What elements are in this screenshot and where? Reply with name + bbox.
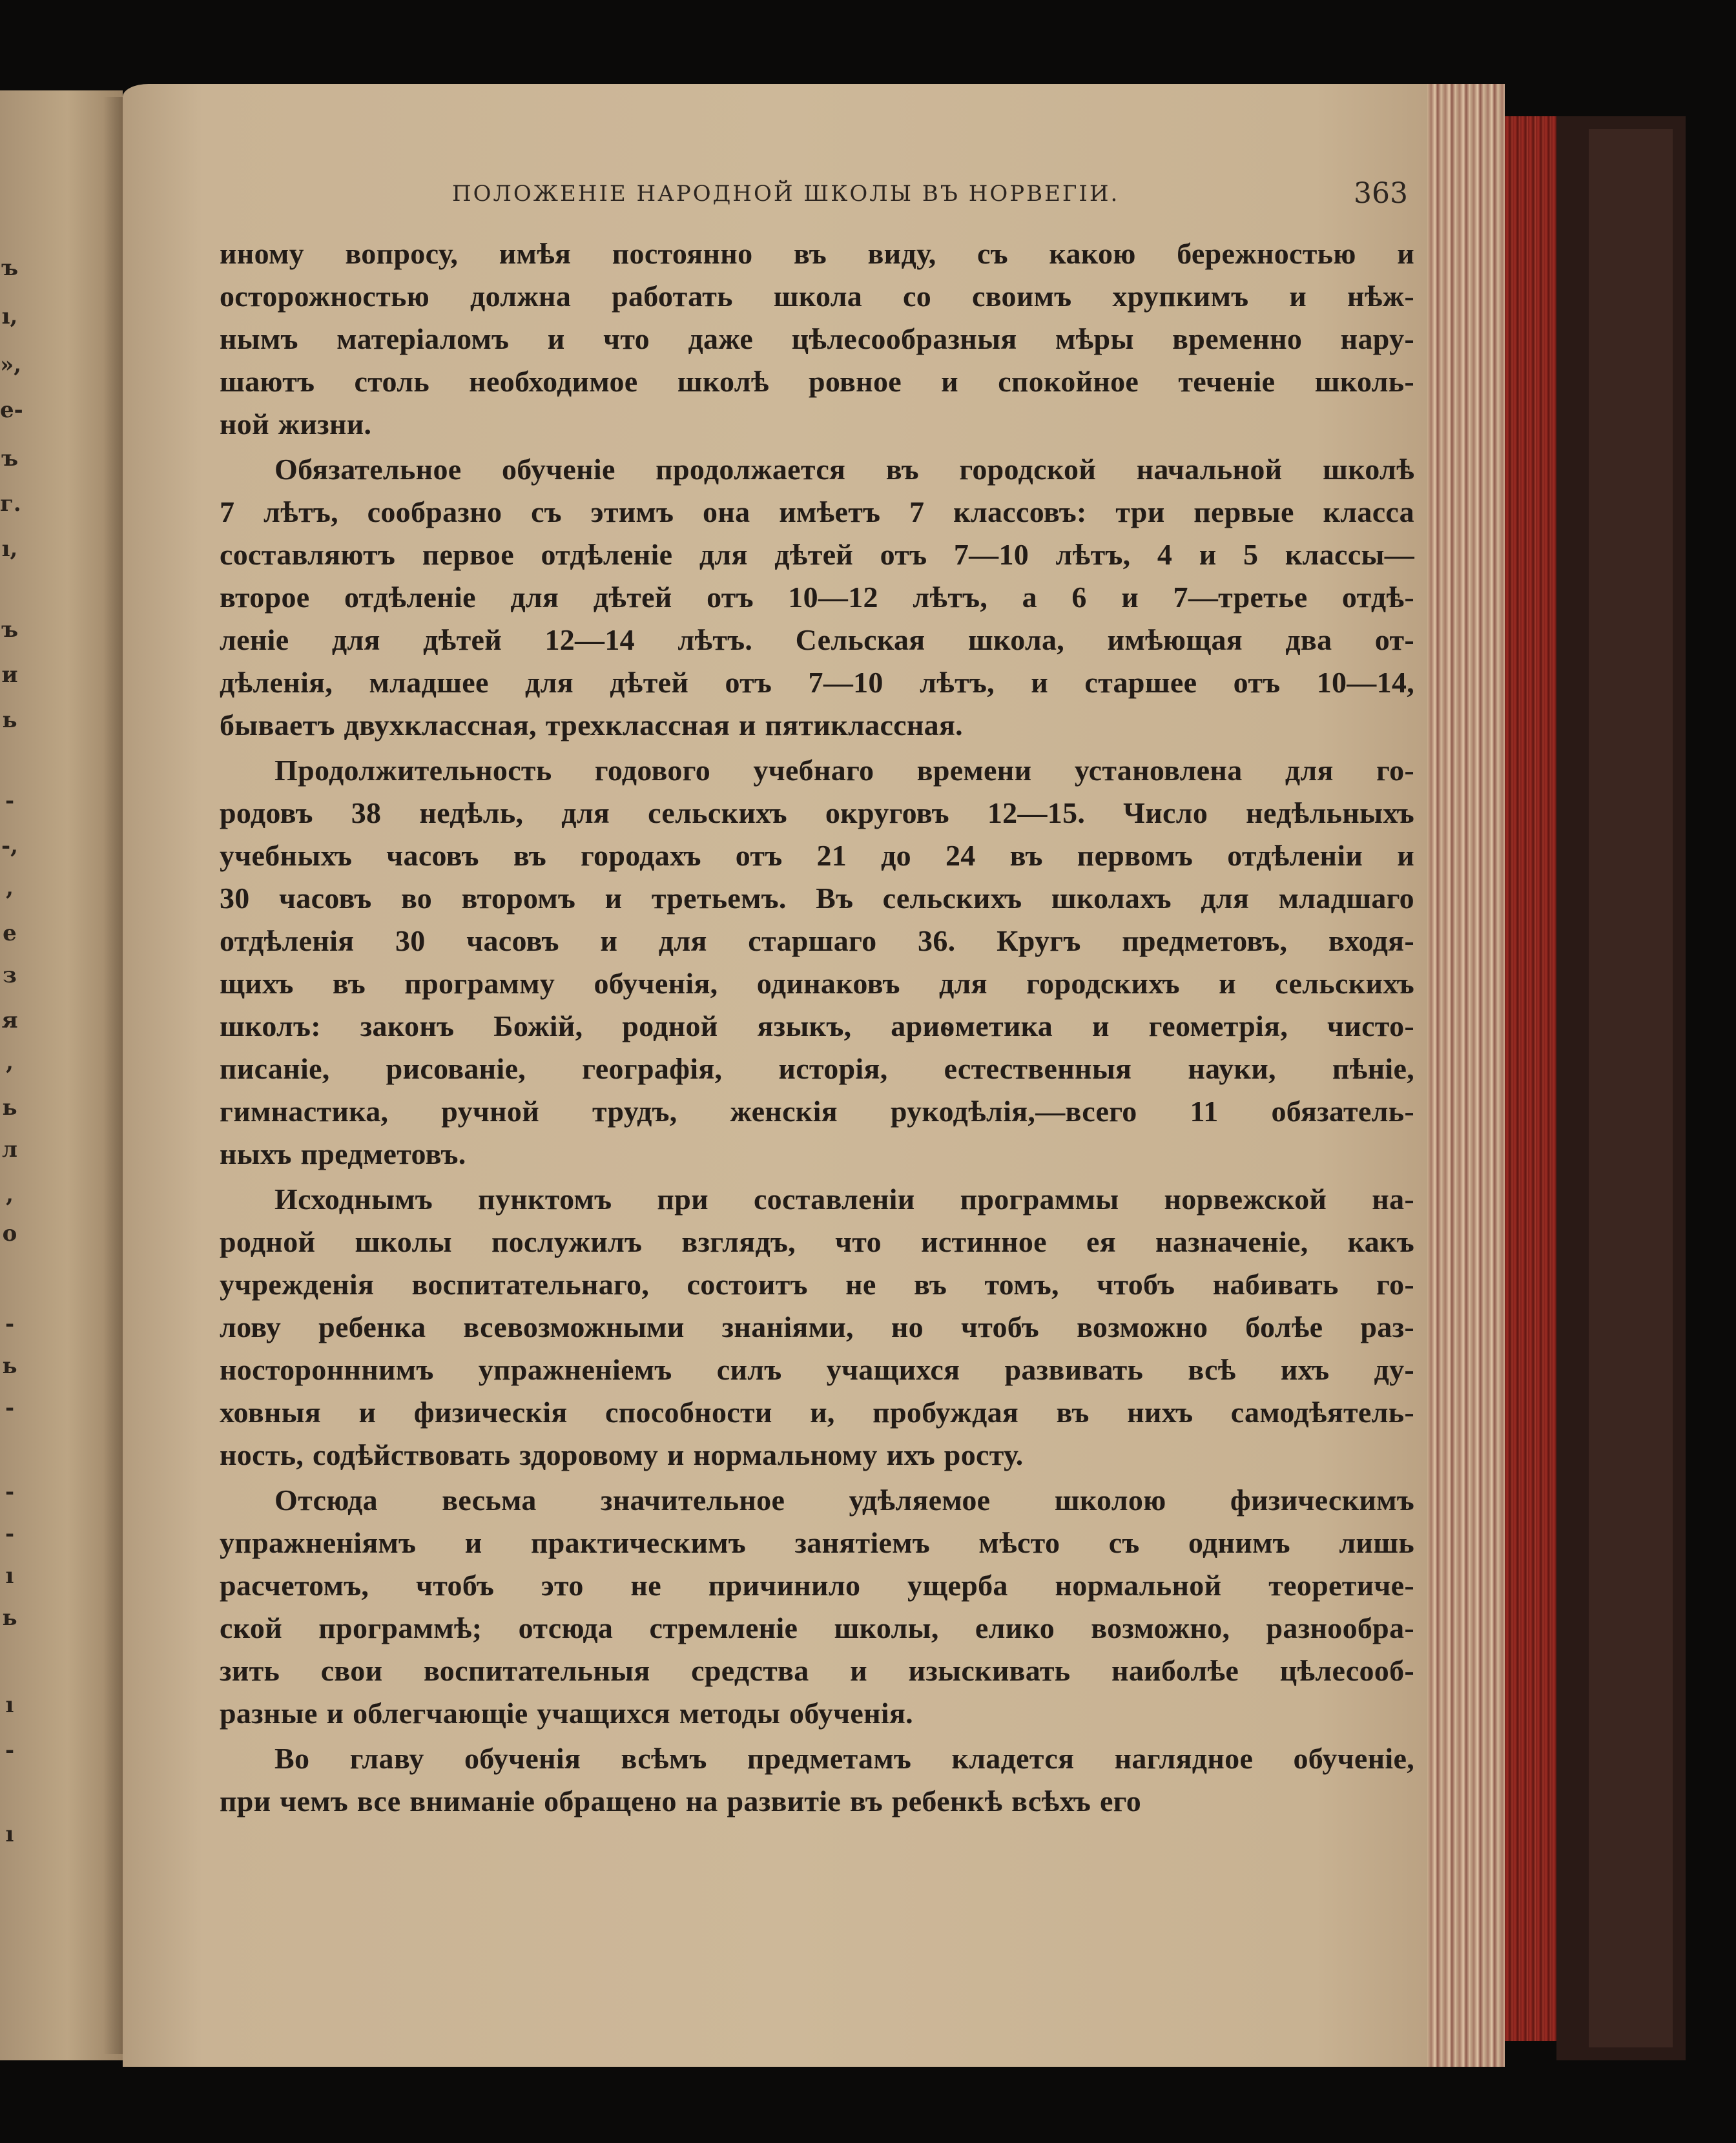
- previous-page-fragment: г.: [0, 491, 21, 517]
- text-line: Отсюда весьма значительное удѣляемое школою физическимъ: [274, 1484, 1414, 1517]
- text-line: Обязательное обученіе продолжается въ городской начальной школѣ: [274, 453, 1414, 486]
- previous-page-fragment: »,: [0, 352, 22, 378]
- text-line: Во главу обученія всѣмъ предметамъ кладется наглядное обученіе,: [274, 1742, 1414, 1775]
- text-line: разные и облегчающіе учащихся методы обученія.: [220, 1697, 913, 1730]
- text-line: ховныя и физическія способности и, пробуждая въ нихъ самодѣятель-: [220, 1396, 1414, 1429]
- previous-page-fragment: ı,: [1, 536, 18, 562]
- text-line: упражненіямъ и практическимъ занятіемъ мѣсто съ однимъ лишь: [220, 1526, 1414, 1559]
- text-line: расчетомъ, чтобъ это не причинило ущерба нормальной теоретиче-: [220, 1569, 1414, 1602]
- text-line: бываетъ двухклассная, трехклассная и пятиклассная.: [220, 709, 963, 741]
- running-head: [220, 177, 1414, 233]
- text-line: гимнастика, ручной трудъ, женскія рукодѣлія,—всего 11 обязатель-: [220, 1095, 1414, 1128]
- text-line: отдѣленія 30 часовъ и для старшаго 36. Кругъ предметовъ, входя-: [220, 924, 1414, 957]
- previous-page-fragment: я: [1, 1008, 18, 1033]
- previous-page-fragment: ъ: [1, 617, 19, 643]
- text-line: родной школы послужилъ взглядъ, что истинное ея назначеніе, какъ: [220, 1225, 1414, 1258]
- paragraph: [220, 448, 1414, 747]
- running-head-title: ПОЛОЖЕНІЕ НАРОДНОЙ ШКОЛЫ ВЪ НОРВЕГІИ.: [452, 181, 1120, 207]
- text-line: лову ребенка всевозможными знаніями, но чтобъ возможно болѣе раз-: [220, 1310, 1414, 1343]
- paragraph: [220, 1737, 1414, 1823]
- previous-page-fragment: ь: [2, 1353, 17, 1379]
- text-line: Продолжительность годового учебнаго времени установлена для го-: [274, 754, 1414, 787]
- previous-page-fragment: ı: [5, 1692, 14, 1718]
- text-line: составляютъ первое отдѣленіе для дѣтей отъ 7—10 лѣтъ, 4 и 5 классы—: [220, 538, 1414, 571]
- previous-page-fragment: ь: [2, 1095, 17, 1121]
- text-line: зить свои воспитательныя средства и изыскивать наиболѣе цѣлесооб-: [220, 1654, 1414, 1687]
- previous-page-fragment: -: [5, 1521, 15, 1547]
- text-line: писаніе, рисованіе, географія, исторія, естественныя науки, пѣніе,: [220, 1052, 1414, 1085]
- text-line: леніе для дѣтей 12—14 лѣтъ. Сельская школа, имѣющая два от-: [220, 623, 1414, 656]
- text-line: учебныхъ часовъ въ городахъ отъ 21 до 24 въ первомъ отдѣленіи и: [220, 839, 1414, 872]
- paragraph: [220, 1479, 1414, 1735]
- paragraph: [220, 1178, 1414, 1476]
- text-line: при чемъ все вниманіе обращено на развитіе въ ребенкѣ всѣхъ его: [220, 1785, 1142, 1817]
- previous-page-fragment: ь: [2, 1605, 17, 1631]
- text-line: Исходнымъ пунктомъ при составленіи программы норвежской на-: [274, 1183, 1414, 1216]
- previous-page-fragment: ,: [6, 1182, 14, 1208]
- previous-page-fragment: ъ: [1, 255, 19, 281]
- text-line: щихъ въ программу обученія, одинаковъ для городскихъ и сельскихъ: [220, 967, 1414, 1000]
- text-line: ной жизни.: [220, 408, 372, 440]
- previous-page-fragment: л: [2, 1137, 17, 1163]
- previous-page-fragment: ,: [6, 875, 14, 901]
- red-book-edge: [1505, 116, 1556, 2041]
- text-line: учрежденія воспитательнаго, состоитъ не въ томъ, чтобъ набивать го-: [220, 1268, 1414, 1301]
- previous-page-fragment: -: [5, 1311, 15, 1337]
- paragraph: [220, 749, 1414, 1175]
- text-line: осторожностью должна работать школа со своимъ хрупкимъ и нѣж-: [220, 280, 1414, 313]
- previous-page-fragment: -: [5, 1395, 15, 1421]
- previous-page-fragment: -: [5, 1479, 15, 1505]
- paragraph: [220, 233, 1414, 446]
- previous-page-fragment: ı: [5, 1821, 14, 1847]
- book-cover-inner: [1589, 129, 1673, 2047]
- text-line: дѣленія, младшее для дѣтей отъ 7—10 лѣтъ, и старшее отъ 10—14,: [220, 666, 1414, 699]
- previous-page-fragment: -: [5, 788, 15, 814]
- previous-page-fragment: ı,: [1, 304, 18, 329]
- text-line: второе отдѣленіе для дѣтей отъ 10—12 лѣтъ, а 6 и 7—третье отдѣ-: [220, 581, 1414, 614]
- text-line: школъ: законъ Божій, родной языкъ, ариѳметика и геометрія, чисто-: [220, 1009, 1414, 1042]
- text-line: ность, содѣйствовать здоровому и нормальному ихъ росту.: [220, 1438, 1024, 1471]
- text-line: иному вопросу, имѣя постоянно въ виду, съ какою бережностью и: [220, 237, 1414, 270]
- previous-page-fragment: о: [2, 1221, 17, 1247]
- text-line: 30 часовъ во второмъ и третьемъ. Въ сельскихъ школахъ для младшаго: [220, 882, 1414, 915]
- previous-page-fragment: и: [1, 662, 18, 688]
- text-line: нымъ матеріаломъ и что даже цѣлесообразныя мѣры временно нару-: [220, 322, 1414, 355]
- previous-page-fragment: е: [3, 920, 17, 946]
- previous-page-fragment: з: [3, 962, 17, 988]
- previous-page-fragment: ь: [2, 707, 17, 733]
- previous-page-fragment: ъ: [1, 446, 19, 471]
- text-line: родовъ 38 недѣль, для сельскихъ округовъ 12—15. Число недѣльныхъ: [220, 796, 1414, 829]
- text-line: ской программѣ; отсюда стремленіе школы, елико возможно, разнообра-: [220, 1611, 1414, 1644]
- previous-page-fragment: е-: [0, 397, 23, 423]
- previous-page-fragment: -: [5, 1737, 15, 1763]
- page-number: 363: [1354, 177, 1408, 210]
- text-line: ныхъ предметовъ.: [220, 1137, 466, 1170]
- body-text: [220, 233, 1414, 1823]
- text-line: носторонннимъ упражненіемъ силъ учащихся развивать всѣ ихъ ду-: [220, 1353, 1414, 1386]
- previous-page-fragment: ı: [5, 1563, 14, 1589]
- previous-page-fragment: ,: [6, 1050, 14, 1075]
- page-content: [220, 177, 1414, 1825]
- text-line: 7 лѣтъ, сообразно съ этимъ она имѣетъ 7 классовъ: три первые класса: [220, 495, 1414, 528]
- page: [123, 84, 1447, 2067]
- page-edges: [1427, 84, 1505, 2067]
- previous-page-fragment: -,: [1, 833, 18, 859]
- text-line: шаютъ столь необходимое школѣ ровное и спокойное теченіе школь-: [220, 365, 1414, 398]
